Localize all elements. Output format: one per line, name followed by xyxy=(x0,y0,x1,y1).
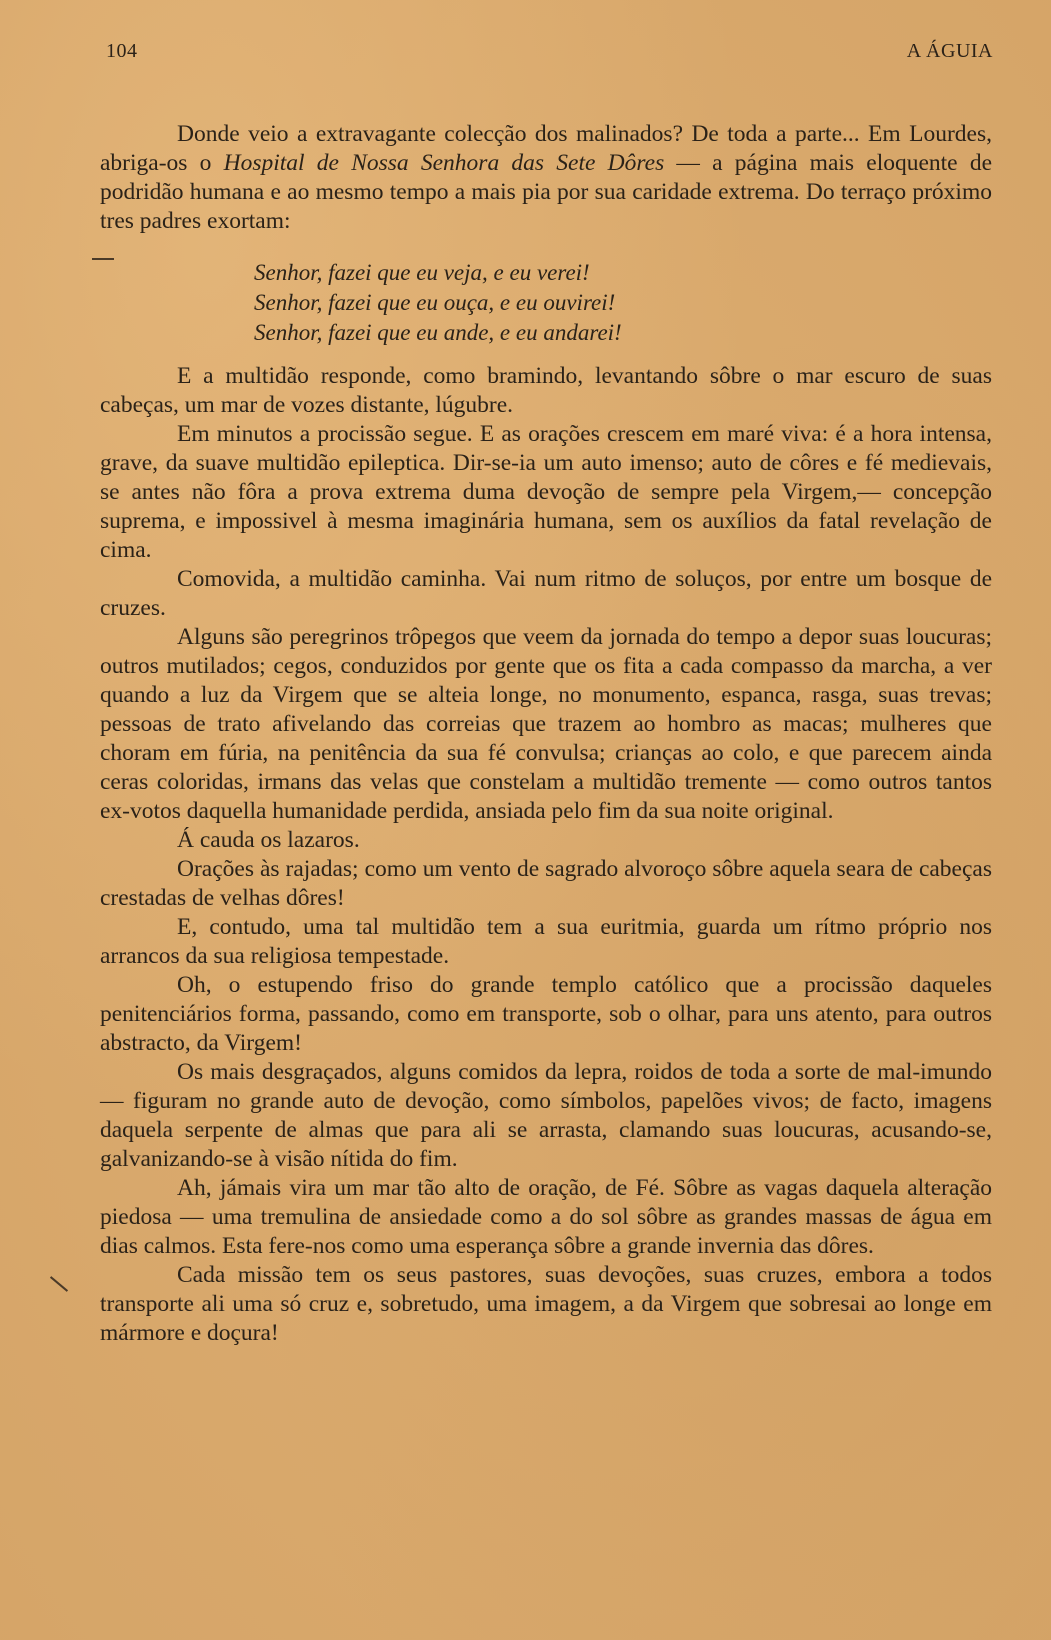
margin-slash-mark xyxy=(50,1276,68,1292)
prayer-verse xyxy=(254,258,992,348)
running-header xyxy=(106,40,993,70)
verse-line: Senhor, fazei que eu ande, e eu andarei! xyxy=(254,320,622,345)
paragraph-12: Cada missão tem os seus pastores, suas devoções, suas cruzes, embora a todos transporte ali uma só cruz e, sobretudo, uma imagem, a da Virgem que sobresai ao longe em mármore e doçura! xyxy=(100,1262,992,1346)
paragraph-5: Alguns são peregrinos trôpegos que veem da jornada do tempo a depor suas loucuras; outros mutilados; cegos, conduzidos por gente que os fita a cada compasso da marcha, a ver quando a luz da Virgem que se alteia longe, no monumento, espanca, rasga, suas trevas; pessoas de trato afivelando das correias que trazem ao hombro as macas; mulheres que choram em fúria, na penitência da sua fé convulsa; crianças ao colo, e que parecem ainda ceras coloridas, irmans das velas que constelam a multidão tremente — como outros tantos ex-votos daquella humanidade perdida, ansiada pelo fim da sua noite original. xyxy=(100,624,992,824)
paragraph-1-start: Donde veio a extravagante colecção dos malinados? De toda a parte... Em Lourdes, abriga-os o xyxy=(100,121,992,176)
verse-line: Senhor, fazei que eu veja, e eu verei! xyxy=(254,260,590,285)
margin-dash-mark xyxy=(92,258,114,260)
page-number: 104 xyxy=(106,40,138,62)
paragraph-9: Oh, o estupendo friso do grande templo católico que a procissão daqueles penitenciários forma, passando, como em transporte, sob o olhar, para uns atento, para outros abstracto, da Virgem! xyxy=(100,972,992,1056)
paragraph-2: E a multidão responde, como bramindo, levantando sôbre o mar escuro de suas cabeças, um mar de vozes distante, lúgubre. xyxy=(100,363,992,418)
paragraph-6: Á cauda os lazaros. xyxy=(177,827,360,853)
paragraph-7: Orações às rajadas; como um vento de sagrado alvoroço sôbre aquela seara de cabeças crestadas de velhas dôres! xyxy=(100,856,992,911)
verse-line: Senhor, fazei que eu ouça, e eu ouvirei! xyxy=(254,290,616,315)
hospital-name: Hospital de Nossa Senhora das Sete Dôres xyxy=(223,150,665,176)
journal-title: A ÁGUIA xyxy=(906,40,993,62)
article-body xyxy=(100,120,992,1348)
paragraph-10: Os mais desgraçados, alguns comidos da lepra, roidos de toda a sorte de mal-imundo — figuram no grande auto de devoção, como símbolos, papelões vivos; de facto, imagens daquela serpente de almas que para ali se arrasta, clamando suas loucuras, acusando-se, galvanizando-se à visão nítida do fim. xyxy=(100,1059,992,1172)
paragraph-3: Em minutos a procissão segue. E as orações crescem em maré viva: é a hora intensa, grave, da suave multidão epileptica. Dir-se-ia um auto imenso; auto de côres e fé medievais, se antes não fôra a prova extrema duma devoção de sempre pela Virgem,— concepção suprema, e impossivel à mesma imaginária humana, sem os auxílios da fatal revelação de cima. xyxy=(100,421,992,563)
paragraph-11: Ah, jámais vira um mar tão alto de oração, de Fé. Sôbre as vagas daquela alteração piedosa — uma tremulina de ansiedade como a do sol sôbre as grandes massas de água em dias calmos. Esta fere-nos como uma esperança sôbre a grande invernia das dôres. xyxy=(100,1175,992,1259)
paragraph-1 xyxy=(100,120,992,236)
paragraph-8: E, contudo, uma tal multidão tem a sua euritmia, guarda um rítmo próprio nos arrancos da sua religiosa tempestade. xyxy=(100,914,992,969)
paragraph-4: Comovida, a multidão caminha. Vai num ritmo de soluços, por entre um bosque de cruzes. xyxy=(100,566,992,621)
paragraph-1-end: — a página mais eloquente de podridão humana e ao mesmo tempo a mais pia por sua caridade extrema. Do terraço próximo tres padres exortam: xyxy=(100,150,993,234)
